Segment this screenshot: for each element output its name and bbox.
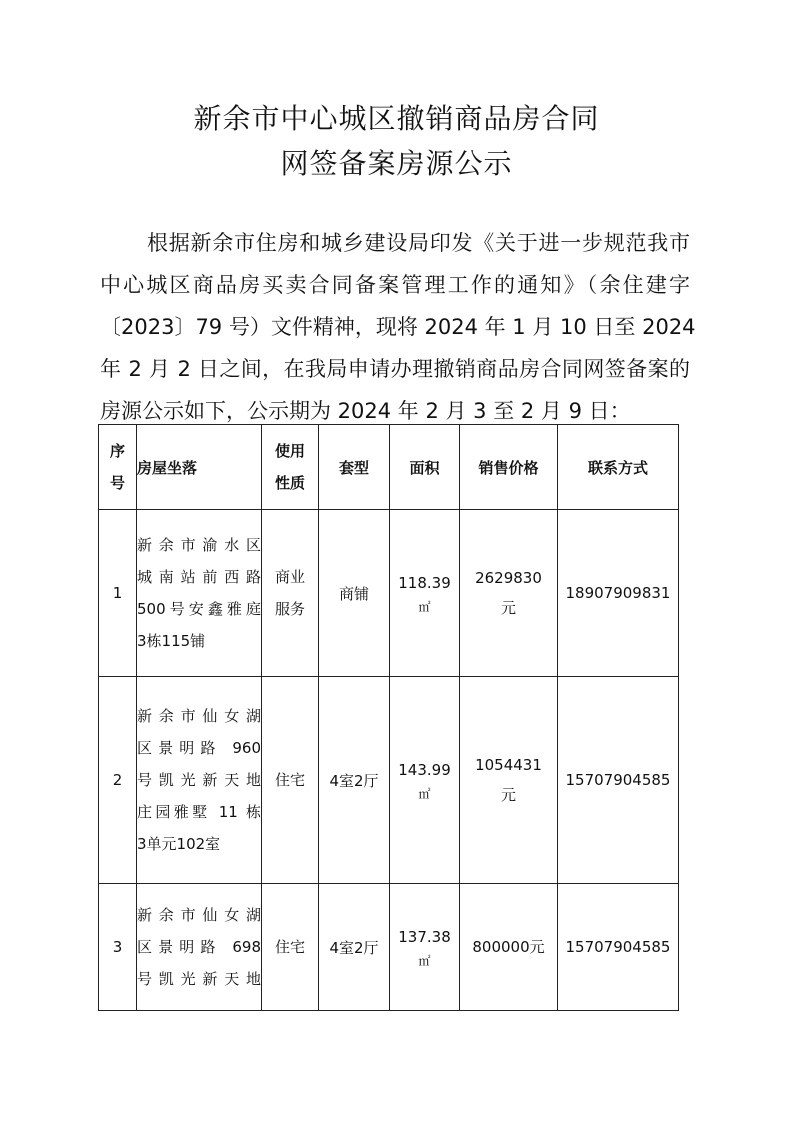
header-usage-line-2: 性质 [274,474,305,492]
row-usage [262,677,319,884]
address-line: 3单元102室 [137,835,221,853]
area-value: 143.99 [398,761,451,779]
address-line: 庄园雅墅 11 栋 [137,803,261,821]
row-layout: 商铺 [319,510,390,677]
intro-line-5: 房源公示如下，公示期为 2024 年 2 月 3 至 2 月 9 日： [100,399,631,423]
address-line: 新余市渝水区 [137,536,261,554]
row-layout: 4室2厅 [319,677,390,884]
row-price [460,510,558,677]
header-contact: 联系方式 [558,425,679,510]
row-index: 2 [99,677,137,884]
table-row [99,510,679,677]
header-index [99,425,137,510]
price-value: 2629830 [475,569,542,587]
row-area [390,884,460,1011]
area-value: 118.39 [398,574,451,592]
area-value: 137.38 [398,928,451,946]
table-row [99,884,679,1011]
header-address: 房屋坐落 [137,425,262,510]
header-index-line-2: 号 [109,474,125,492]
price-value: 800000元 [472,938,545,956]
row-area [390,677,460,884]
table-header-row [99,425,679,510]
address-line: 号凯光新天地 [137,970,261,988]
row-contact: 15707904585 [558,677,679,884]
row-address [137,677,262,884]
document-title-line-2: 网签备案房源公示 [280,147,513,180]
header-layout: 套型 [319,425,390,510]
header-area: 面积 [390,425,460,510]
row-address [137,510,262,677]
intro-paragraph [100,222,696,432]
row-layout: 4室2厅 [319,884,390,1011]
row-index: 1 [99,510,137,677]
listing-table [98,424,679,1011]
header-price: 销售价格 [460,425,558,510]
address-line: 城南站前西路 [137,568,261,586]
usage-line: 服务 [274,600,305,618]
table-row [99,677,679,884]
address-line: 3栋115铺 [137,632,206,650]
price-unit: 元 [500,786,516,804]
intro-line-3: 〔2023〕79 号）文件精神，现将 2024 年 1 月 10 日至 2024 [100,315,696,339]
address-line: 新余市仙女湖 [137,707,261,725]
document-title-line-1: 新余市中心城区撤销商品房合同 [193,102,600,135]
row-usage [262,884,319,1011]
address-line: 新余市仙女湖 [137,906,261,924]
row-index: 3 [99,884,137,1011]
row-contact: 15707904585 [558,884,679,1011]
intro-line-4: 年 2 月 2 日之间，在我局申请办理撤销商品房合同网签备案的 [100,357,690,381]
address-line: 500号安鑫雅庭 [137,600,261,618]
header-usage-line-1: 使用 [274,442,305,460]
row-price [460,677,558,884]
row-contact: 18907909831 [558,510,679,677]
price-unit: 元 [500,599,516,617]
area-unit: ㎡ [418,954,431,968]
row-usage [262,510,319,677]
row-price [460,884,558,1011]
intro-line-2: 中心城区商品房买卖合同备案管理工作的通知》（余住建字 [100,273,690,297]
usage-line: 商业 [274,568,305,586]
address-line: 区景明路 698 [137,938,261,956]
intro-line-1: 根据新余市住房和城乡建设局印发《关于进一步规范我市 [147,231,690,255]
header-usage [262,425,319,510]
price-value: 1054431 [475,756,542,774]
address-line: 区景明路 960 [137,739,261,757]
area-unit: ㎡ [418,600,431,614]
row-area [390,510,460,677]
usage-line: 住宅 [274,938,305,956]
usage-line: 住宅 [274,771,305,789]
header-index-line-1: 序 [109,442,125,460]
address-line: 号凯光新天地 [137,771,261,789]
area-unit: ㎡ [418,787,431,801]
row-address [137,884,262,1011]
